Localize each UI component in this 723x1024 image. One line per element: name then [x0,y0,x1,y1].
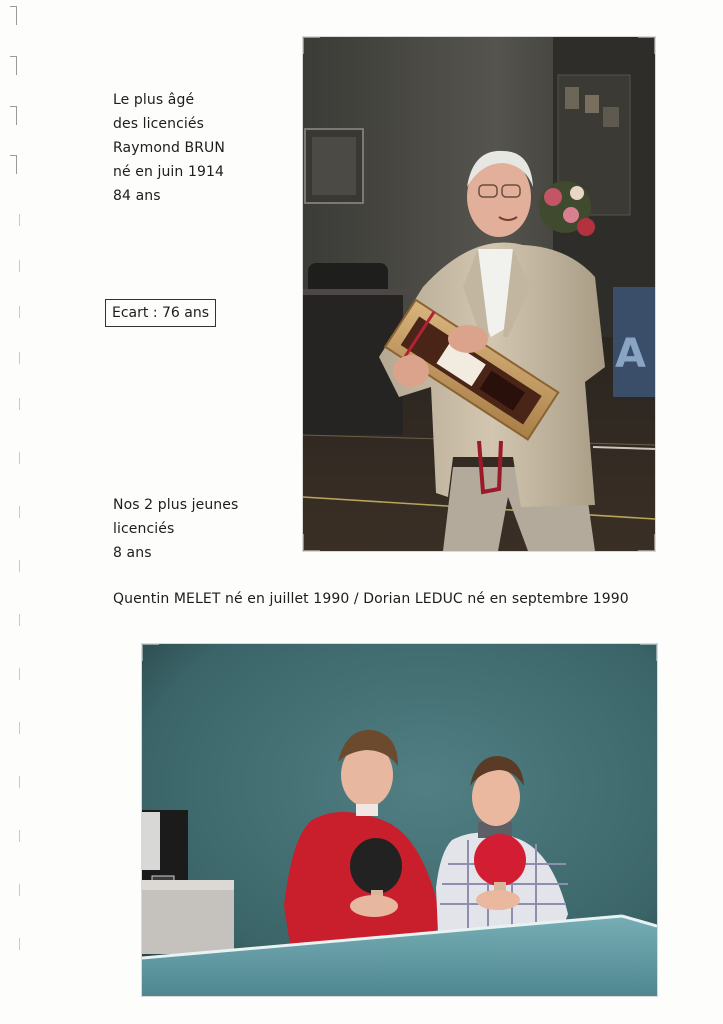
margin-mark [19,668,20,680]
binding-mark [10,155,17,174]
margin-mark [19,398,20,410]
photo-corner [303,37,320,54]
svg-text:A: A [615,331,646,377]
binding-mark [10,56,17,75]
youngest-photo-image [142,644,657,996]
youngest-caption: Quentin MELET né en juillet 1990 / Dorian LEDUC né en septembre 1990 [113,591,629,607]
age-gap-box: Ecart : 76 ans [105,299,216,327]
elder-birth: né en juin 1914 [113,164,224,180]
margin-mark [19,560,20,572]
margin-mark [19,830,20,842]
youngest-subheading: licenciés [113,521,175,537]
margin-mark [19,352,20,364]
margin-mark [19,884,20,896]
elder-age: 84 ans [113,188,161,204]
photo-corner [638,37,655,54]
margin-mark [19,260,20,272]
margin-mark [19,938,20,950]
margin-mark [19,614,20,626]
elder-subheading: des licenciés [113,116,205,132]
margin-mark [19,452,20,464]
elder-photo-image [303,37,655,551]
youngest-heading: Nos 2 plus jeunes [113,497,239,513]
elder-name: Raymond BRUN [113,140,225,156]
margin-mark [19,306,20,318]
photo-corner [640,644,657,661]
margin-mark [19,214,20,226]
youngest-photo [142,644,657,996]
binding-mark [10,106,17,125]
binding-mark [10,6,17,25]
margin-mark [19,776,20,788]
photo-corner [638,534,655,551]
elder-photo [303,37,655,551]
margin-mark [19,506,20,518]
photo-corner [303,534,320,551]
youngest-age: 8 ans [113,545,152,561]
photo-corner [142,644,159,661]
elder-heading: Le plus âgé [113,92,195,108]
margin-mark [19,722,20,734]
